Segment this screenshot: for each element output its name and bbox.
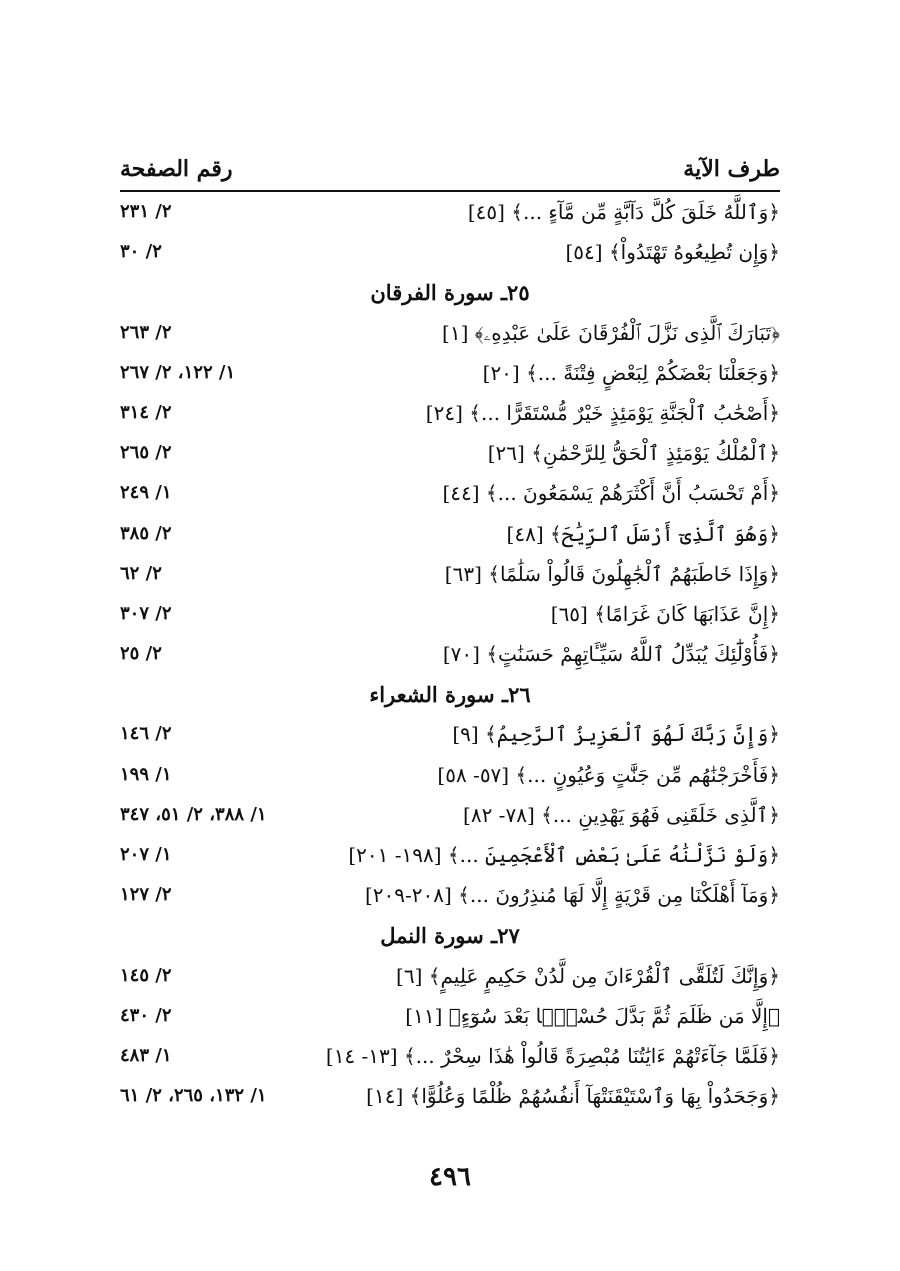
verse-excerpt: ﴿فَأُوْلَٰٓئِكَ يُبَدِّلُ ٱللَّهُ سَيِّـَٔاتِهِمْ حَسَنَٰتٍ﴾ [٧٠] bbox=[442, 642, 780, 667]
verse-excerpt: ﴿فَأَخْرَجْنَٰهُم مِّن جَنَّٰتٍ وَعُيُونٍ ...﴾ [٥٧- ٥٨] bbox=[437, 762, 780, 787]
verse-excerpt: ﴿فَلَمَّا جَآءَتْهُمْ ءَايَٰتُنَا مُبْصِرَةً قَالُواْ هَٰذَا سِحْرٌ ...﴾ [١٣- ١٤] bbox=[325, 1043, 780, 1068]
verse-excerpt: ﴿وَجَعَلْنَا بَعْضَكُمْ لِبَعْضٍ فِتْنَةً ...﴾ [٢٠] bbox=[482, 360, 780, 385]
page-reference: ٢/ ١٢٧ bbox=[120, 884, 172, 906]
page-reference: ٢/ ١٤٦ bbox=[120, 723, 172, 745]
verse-excerpt: ﴿ٱلْمُلْكُ يَوْمَئِذٍ ٱلْحَقُّ لِلرَّحْمَٰنِ﴾ [٢٦] bbox=[487, 441, 780, 466]
page-reference: ٢/ ٤٣٠ bbox=[120, 1004, 172, 1026]
page-number: ٤٩٦ bbox=[429, 1162, 471, 1192]
header-rule bbox=[120, 190, 780, 192]
table-row bbox=[120, 315, 780, 355]
page-reference: ١/ ١٢٢، ٢/ ٢٦٧ bbox=[120, 361, 236, 383]
surah-heading bbox=[120, 917, 780, 957]
table-row bbox=[120, 636, 780, 676]
page-reference: ٢/ ٣٠ bbox=[120, 241, 162, 263]
verse-excerpt: ﴿وَجَحَدُواْ بِهَا وَٱسْتَيْقَنَتْهَآ أَنفُسُهُمْ ظُلْمًا وَعُلُوًّا﴾ [١٤] bbox=[366, 1084, 780, 1109]
table-row bbox=[120, 837, 780, 877]
page-reference: ٢/ ٣٠٧ bbox=[120, 602, 172, 624]
surah-heading bbox=[120, 676, 780, 716]
surah-title: ٢٥ـ سورة الفرقان bbox=[370, 280, 530, 306]
verse-excerpt: ﴿وَٱللَّهُ خَلَقَ كُلَّ دَآبَّةٍ مِّن مَّآءٍ ...﴾ [٤٥] bbox=[467, 200, 780, 224]
table-row bbox=[120, 797, 780, 837]
verse-excerpt: ﴿إِنَّ عَذَابَهَا كَانَ غَرَامًا﴾ [٦٥] bbox=[550, 601, 780, 626]
page-reference: ٢/ ٢٣١ bbox=[120, 201, 172, 222]
page-reference: ٢/ ٣١٤ bbox=[120, 401, 172, 423]
table-row bbox=[120, 556, 780, 596]
verse-excerpt: ﴿وَمَآ أَهْلَكْنَا مِن قَرْيَةٍ إِلَّا لَهَا مُنذِرُونَ ...﴾ [٢٠٨-٢٠٩] bbox=[364, 883, 780, 908]
page-reference: ١/ ٢٤٩ bbox=[120, 482, 172, 504]
table-row bbox=[120, 475, 780, 515]
table-row bbox=[120, 998, 780, 1038]
verse-excerpt: ﴿تَبَارَكَ ٱلَّذِى نَزَّلَ ٱلْفُرْقَانَ عَلَىٰ عَبْدِهِۦ﴾ [١] bbox=[442, 320, 780, 345]
table-row bbox=[120, 716, 780, 756]
table-row bbox=[120, 757, 780, 797]
page-reference: ١/ ٢٠٧ bbox=[120, 844, 172, 865]
page-column-title: رقم الصفحة bbox=[120, 156, 233, 182]
page-reference: ١/ ١٩٩ bbox=[120, 763, 172, 785]
verse-excerpt: ﴿وَإِنَّ رَبَّكَ لَهُوَ ٱلْعَزِيزُ ٱلرَّحِيمُ﴾ [٩] bbox=[452, 722, 780, 747]
page-reference: ٢/ ٣٨٥ bbox=[120, 522, 172, 544]
verse-column-title: طرف الآية bbox=[683, 156, 780, 182]
table-header bbox=[120, 150, 780, 184]
verse-excerpt: ﴿ٱلَّذِى خَلَقَنِى فَهُوَ يَهْدِينِ ...﴾ [٧٨- ٨٢] bbox=[463, 802, 780, 827]
page-reference: ١/ ٣٨٨، ٢/ ٥١، ٣٤٧ bbox=[120, 803, 267, 825]
table-row bbox=[120, 234, 780, 274]
table-row bbox=[120, 596, 780, 636]
surah-title: ٢٧ـ سورة النمل bbox=[380, 923, 520, 949]
page-reference: ٢/ ٢٦٣ bbox=[120, 321, 172, 343]
table-row bbox=[120, 395, 780, 435]
table-row bbox=[120, 1038, 780, 1078]
verse-excerpt: ﴿أَصْحَٰبُ ٱلْجَنَّةِ يَوْمَئِذٍ خَيْرٌ مُّسْتَقَرًّا ...﴾ [٢٤] bbox=[425, 400, 780, 425]
verse-excerpt: ﴿وَإِذَا خَاطَبَهُمُ ٱلْجَٰهِلُونَ قَالُواْ سَلَٰمًا﴾ [٦٣] bbox=[444, 561, 780, 586]
page-reference: ٢/ ٢٦٥ bbox=[120, 442, 172, 464]
table-row bbox=[120, 516, 780, 556]
table-row bbox=[120, 355, 780, 395]
verse-excerpt: ﴿أَمْ تَحْسَبُ أَنَّ أَكْثَرَهُمْ يَسْمَعُونَ ...﴾ [٤٤] bbox=[442, 481, 780, 506]
page-reference: ١/ ١٣٢، ٢٦٥، ٢/ ٦١ bbox=[120, 1085, 267, 1107]
table-row bbox=[120, 1078, 780, 1118]
page-reference: ٢/ ١٤٥ bbox=[120, 964, 172, 986]
verse-excerpt: ﴿إِلَّا مَن ظَلَمَ ثُمَّ بَدَّلَ حُسْنًۢا بَعْدَ سُوٓءٍ﴾ [١١] bbox=[405, 1003, 780, 1028]
table-row bbox=[120, 435, 780, 475]
verse-excerpt: ﴿وَلَوْ نَزَّلْنَٰهُ عَلَىٰ بَعْضِ ٱلْأَعْجَمِينَ ...﴾ [١٩٨- ٢٠١] bbox=[348, 843, 780, 867]
surah-title: ٢٦ـ سورة الشعراء bbox=[369, 682, 531, 708]
verse-excerpt: ﴿وَإِنَّكَ لَتُلَقَّى ٱلْقُرْءَانَ مِن لَّدُنْ حَكِيمٍ عَلِيمٍ﴾ [٦] bbox=[396, 963, 780, 988]
table-row bbox=[120, 877, 780, 917]
page-reference: ٢/ ٢٥ bbox=[120, 643, 162, 665]
table-row bbox=[120, 194, 780, 234]
verse-index-list bbox=[120, 194, 780, 1118]
surah-heading bbox=[120, 274, 780, 314]
page-reference: ١/ ٤٨٣ bbox=[120, 1044, 172, 1066]
page-reference: ٢/ ٦٢ bbox=[120, 562, 162, 584]
table-row bbox=[120, 958, 780, 998]
verse-excerpt: ﴿وَهُوَ ٱلَّذِىٓ أَرْسَلَ ٱلرِّيَٰحَ﴾ [٤٨] bbox=[506, 521, 780, 546]
verse-excerpt: ﴿وَإِن تُطِيعُوهُ تَهْتَدُواْ﴾ [٥٤] bbox=[565, 240, 780, 265]
